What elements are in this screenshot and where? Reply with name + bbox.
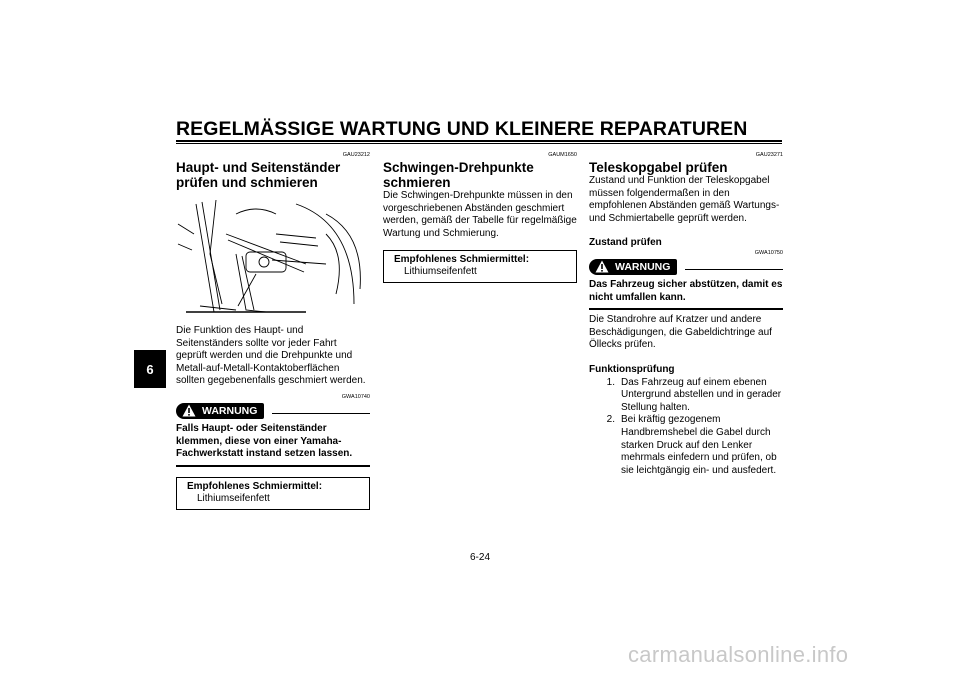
step-number: 1.	[606, 376, 615, 388]
warning-badge	[176, 403, 264, 419]
lubricant-title: Empfohlenes Schmiermittel:	[187, 480, 323, 492]
section-heading: Haupt- und Seitenständer prüfen und schmieren	[176, 160, 341, 190]
page-title: REGELMÄSSIGE WARTUNG UND KLEINERE REPARATUREN	[176, 118, 748, 140]
header-rule-thin	[176, 143, 782, 144]
header-rule	[176, 140, 782, 142]
section-text-2: Die Standrohre auf Kratzer und andere Beschädigungen, die Gabeldichtringe auf Öllecks prüfen.	[589, 314, 772, 351]
steps-list	[589, 377, 783, 478]
subheading-function: Funktionsprüfung	[589, 363, 675, 375]
lubricant-value: Lithiumseifenfett	[404, 266, 477, 278]
section-code: GAU23212	[342, 152, 370, 158]
step-text: Das Fahrzeug auf einem ebenen Untergrund abstellen und in gerader Stellung halten.	[621, 376, 782, 413]
warning-badge	[589, 259, 677, 275]
section-text: Die Funktion des Haupt- und Seitenständers sollte vor jeder Fahrt geprüft werden und die Drehpunkte und Metall-auf-Metall-Kontaktoberflächen sollten gegebenenfalls geschmiert werden.	[176, 325, 366, 387]
warning-label: WARNUNG	[615, 260, 671, 273]
warning-label: WARNUNG	[202, 404, 258, 417]
lubricant-title: Empfohlenes Schmiermittel:	[394, 254, 530, 266]
stand-illustration	[176, 194, 366, 316]
step-number: 2.	[606, 414, 615, 426]
list-item	[589, 377, 783, 415]
section-heading: Teleskopgabel prüfen	[589, 160, 728, 175]
lubricant-box	[176, 477, 370, 510]
column-fork	[589, 152, 783, 477]
warning-line	[685, 269, 783, 270]
subheading-condition: Zustand prüfen	[589, 237, 662, 249]
section-code: GAU23271	[755, 152, 783, 158]
warning-triangle-icon	[182, 404, 196, 417]
warning-triangle-icon	[595, 260, 609, 273]
lubricant-value: Lithiumseifenfett	[197, 492, 270, 504]
section-heading: Schwingen-Drehpunkte schmieren	[383, 160, 534, 190]
section-text: Zustand und Funktion der Teleskopgabel müssen folgendermaßen in den empfohlenen Abständen gemäß Wartungs- und Schmiertabelle geprüft werden.	[589, 175, 780, 224]
lubricant-box	[383, 250, 577, 283]
warning-header	[589, 259, 783, 275]
warning-code: GWA10750	[754, 249, 783, 256]
column-stand	[176, 152, 370, 510]
page-number: 6-24	[469, 552, 490, 563]
warning-code: GWA10740	[341, 393, 370, 400]
warning-line	[272, 413, 370, 414]
step-text: Bei kräftig gezogenem Handbremshebel die Gabel durch starken Druck auf den Lenker mehrmals einfedern und prüfen, ob sie leichtgängig ein- und ausfedert.	[621, 414, 777, 476]
warning-text: Das Fahrzeug sicher abstützen, damit es nicht umfallen kann.	[589, 279, 783, 310]
warning-header	[176, 403, 370, 419]
section-text: Die Schwingen-Drehpunkte müssen in den vorgeschriebenen Abständen geschmiert werden, gemäß der Tabelle für regelmäßige Wartung und Schmierung.	[383, 190, 577, 239]
chapter-tab: 6	[134, 350, 166, 388]
watermark: carmanualsonline.info	[628, 642, 849, 667]
section-code: GAUM1650	[548, 152, 577, 158]
warning-text: Falls Haupt- oder Seitenständer klemmen, diese von einer Yamaha-Fachwerkstatt instand setzen lassen.	[176, 423, 370, 467]
column-swingarm	[383, 152, 577, 283]
list-item	[589, 414, 783, 477]
